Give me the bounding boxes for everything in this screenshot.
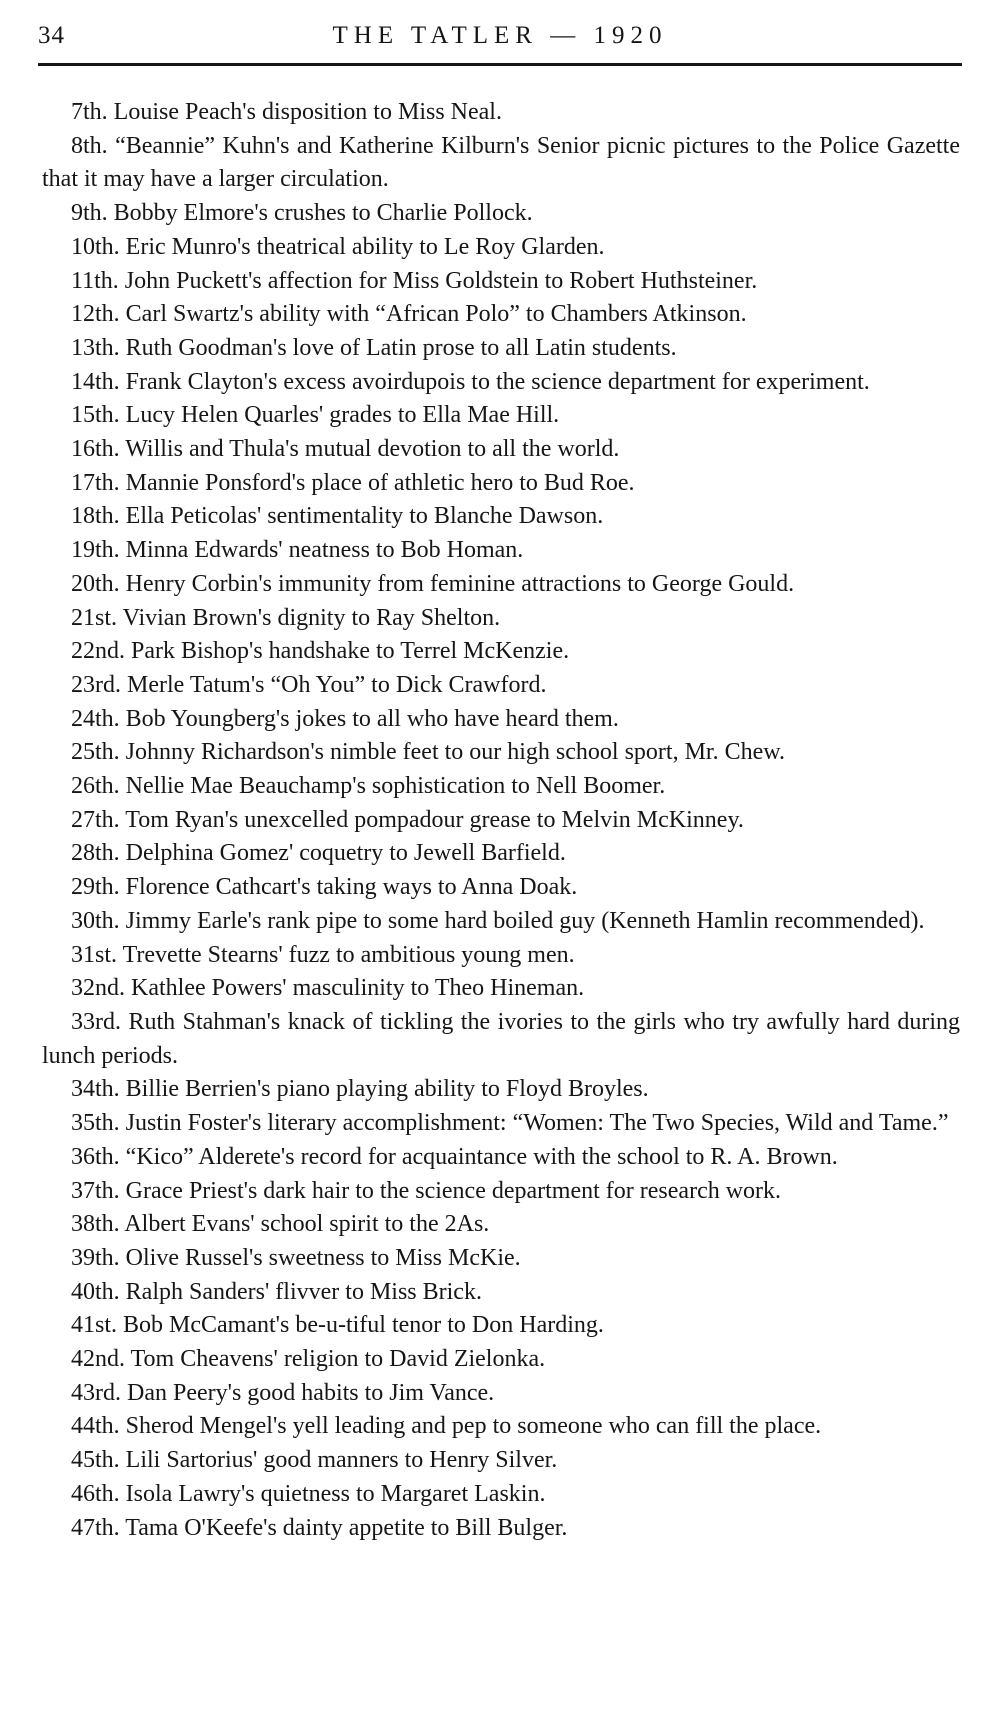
bequest-entry: 30th. Jimmy Earle's rank pipe to some hard boiled guy (Kenneth Hamlin recommended). bbox=[71, 907, 925, 934]
bequest-entry: 19th. Minna Edwards' neatness to Bob Homan. bbox=[71, 537, 524, 564]
bequest-entry: 14th. Frank Clayton's excess avoirdupois to the science department for experiment. bbox=[71, 368, 870, 395]
bequest-entry: 27th. Tom Ryan's unexcelled pompadour grease to Melvin McKinney. bbox=[71, 806, 744, 833]
bequest-entry: 21st. Vivian Brown's dignity to Ray Shelton. bbox=[71, 604, 501, 631]
bequest-entry: 45th. Lili Sartorius' good manners to Henry Silver. bbox=[71, 1447, 558, 1474]
header-rule bbox=[38, 63, 962, 66]
bequest-entry: 23rd. Merle Tatum's “Oh You” to Dick Crawford. bbox=[71, 671, 547, 698]
bequest-entry: 10th. Eric Munro's theatrical ability to Le Roy Glarden. bbox=[71, 233, 605, 260]
bequest-entry: 18th. Ella Peticolas' sentimentality to Blanche Dawson. bbox=[71, 503, 604, 530]
bequest-entry: 46th. Isola Lawry's quietness to Margaret Laskin. bbox=[71, 1480, 546, 1507]
bequest-entry: 40th. Ralph Sanders' flivver to Miss Brick. bbox=[71, 1278, 482, 1305]
bequest-entry: 29th. Florence Cathcart's taking ways to Anna Doak. bbox=[71, 874, 578, 901]
running-title: THE TATLER — 1920 bbox=[332, 22, 668, 49]
bequest-entry: 32nd. Kathlee Powers' masculinity to Theo Hineman. bbox=[71, 975, 585, 1002]
bequest-list bbox=[42, 96, 960, 1545]
bequest-entry: 25th. Johnny Richardson's nimble feet to our high school sport, Mr. Chew. bbox=[71, 739, 786, 766]
bequest-entry: 11th. John Puckett's affection for Miss Goldstein to Robert Huthsteiner. bbox=[71, 267, 758, 294]
bequest-entry: 41st. Bob McCamant's be-u-tiful tenor to Don Harding. bbox=[71, 1312, 604, 1339]
bequest-entry: 43rd. Dan Peery's good habits to Jim Vance. bbox=[71, 1379, 495, 1406]
page-header bbox=[38, 22, 962, 62]
bequest-entry: 26th. Nellie Mae Beauchamp's sophistication to Nell Boomer. bbox=[71, 773, 666, 800]
bequest-entry: 36th. “Kico” Alderete's record for acquaintance with the school to R. A. Brown. bbox=[71, 1143, 838, 1170]
bequest-entry: 13th. Ruth Goodman's love of Latin prose to all Latin students. bbox=[71, 334, 677, 361]
bequest-entry: 42nd. Tom Cheavens' religion to David Zielonka. bbox=[71, 1346, 546, 1373]
bequest-entry: 22nd. Park Bishop's handshake to Terrel McKenzie. bbox=[71, 638, 570, 665]
bequest-entry: 20th. Henry Corbin's immunity from feminine attractions to George Gould. bbox=[71, 570, 795, 597]
bequest-entry: 24th. Bob Youngberg's jokes to all who have heard them. bbox=[71, 705, 619, 732]
bequest-entry: 47th. Tama O'Keefe's dainty appetite to Bill Bulger. bbox=[71, 1514, 568, 1541]
bequest-entry: 39th. Olive Russel's sweetness to Miss McKie. bbox=[71, 1244, 521, 1271]
bequest-entry: 44th. Sherod Mengel's yell leading and pep to someone who can fill the place. bbox=[71, 1413, 822, 1440]
bequest-entry: 15th. Lucy Helen Quarles' grades to Ella Mae Hill. bbox=[71, 402, 560, 429]
bequest-entry: 31st. Trevette Stearns' fuzz to ambitious young men. bbox=[71, 941, 575, 968]
bequest-entry: 38th. Albert Evans' school spirit to the 2As. bbox=[71, 1211, 490, 1238]
page-number: 34 bbox=[38, 22, 65, 49]
bequest-entry: 9th. Bobby Elmore's crushes to Charlie Pollock. bbox=[71, 200, 533, 227]
bequest-entry: 7th. Louise Peach's disposition to Miss Neal. bbox=[71, 99, 502, 125]
bequest-entry: 28th. Delphina Gomez' coquetry to Jewell Barfield. bbox=[71, 840, 566, 867]
bequest-entry: 34th. Billie Berrien's piano playing ability to Floyd Broyles. bbox=[71, 1076, 649, 1103]
bequest-entry: 35th. Justin Foster's literary accomplishment: “Women: The Two Species, Wild and Tame.” bbox=[71, 1110, 949, 1137]
bequest-entry: 37th. Grace Priest's dark hair to the science department for research work. bbox=[71, 1177, 782, 1204]
bequest-entry: 8th. “Beannie” Kuhn's and Katherine Kilburn's Senior picnic pictures to the Police Gazette that it may have a larger circulation. bbox=[42, 132, 960, 193]
bequest-entry: 17th. Mannie Ponsford's place of athletic hero to Bud Roe. bbox=[71, 469, 635, 496]
bequest-entry: 33rd. Ruth Stahman's knack of tickling the ivories to the girls who try awfully hard during lunch periods. bbox=[42, 1008, 960, 1069]
bequest-entry: 16th. Willis and Thula's mutual devotion to all the world. bbox=[71, 436, 620, 463]
bequest-entry: 12th. Carl Swartz's ability with “African Polo” to Chambers Atkinson. bbox=[71, 301, 747, 328]
